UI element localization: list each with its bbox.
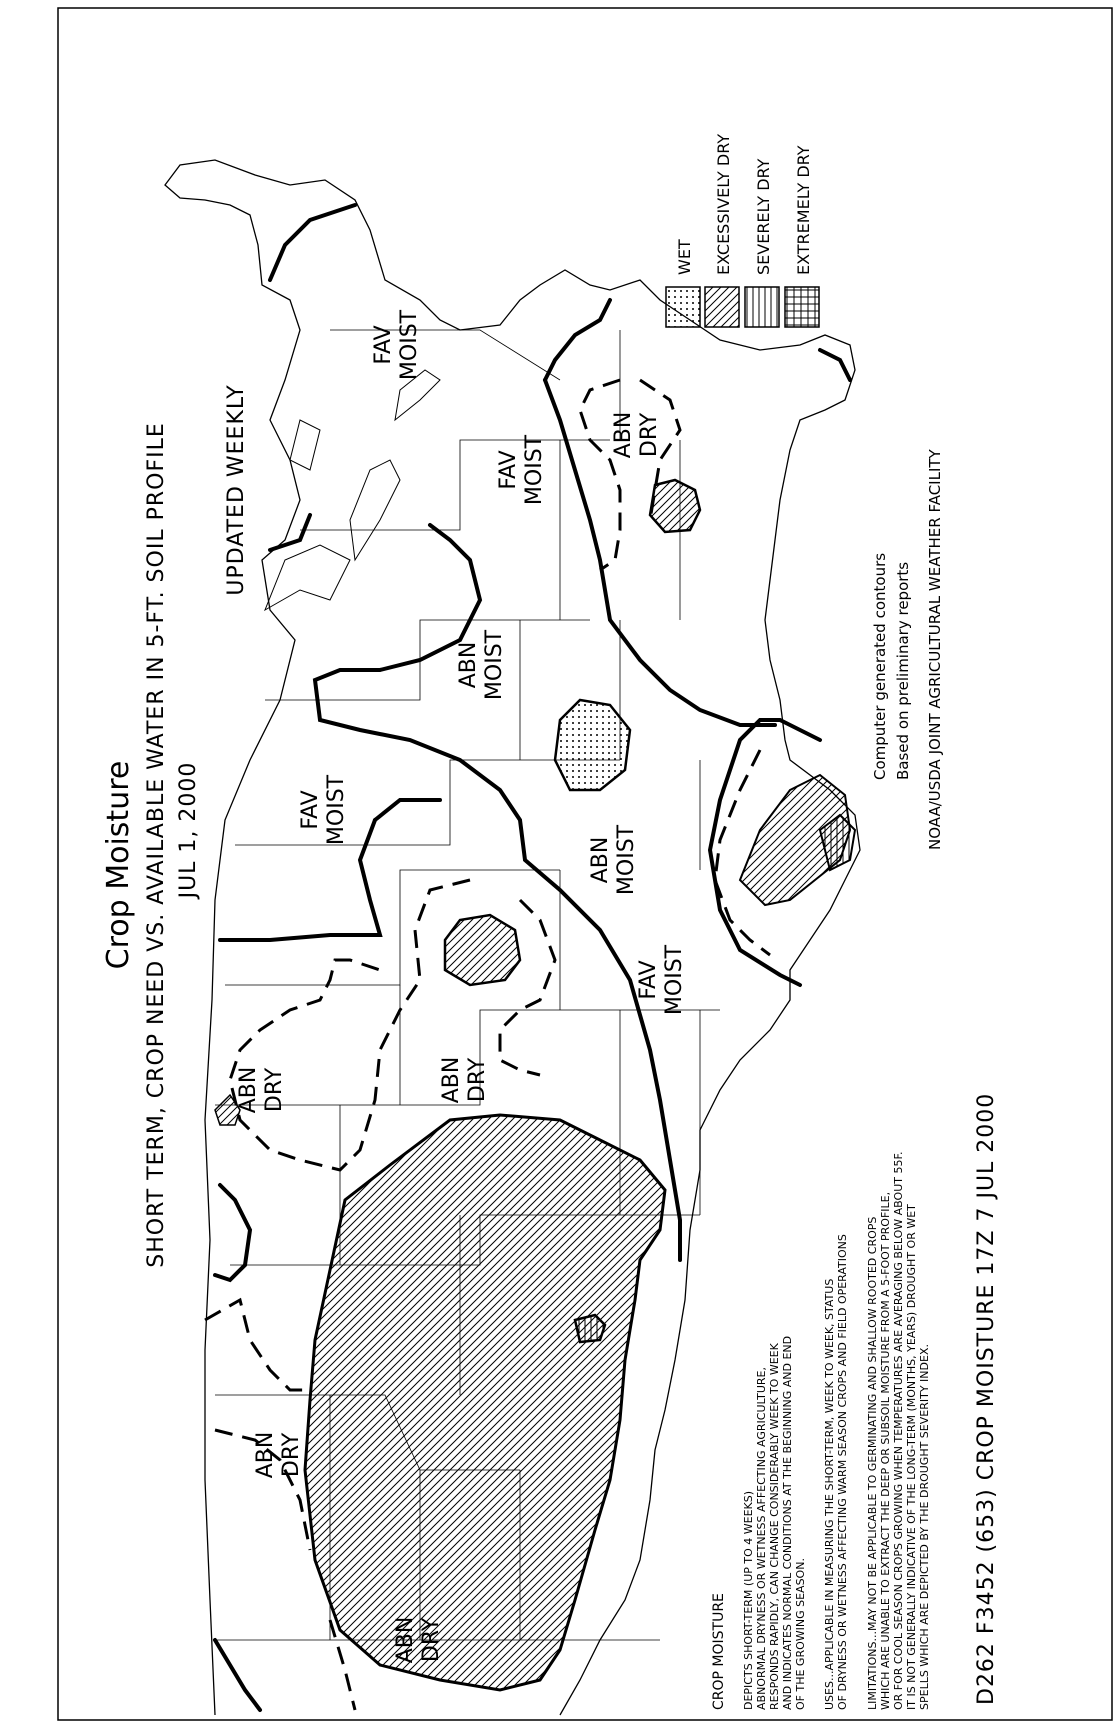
update-note: UPDATED WEEKLY bbox=[224, 384, 249, 596]
svg-text:MOIST: MOIST bbox=[324, 774, 349, 846]
notes-line: IT IS NOT GENERALLY INDICATIVE OF THE LONG-TERM (MONTHS, YEARS) DROUGHT OR WET bbox=[905, 1204, 918, 1710]
region-label bbox=[298, 774, 349, 845]
svg-text:ABN: ABN bbox=[456, 641, 481, 689]
svg-text:ABN: ABN bbox=[611, 411, 636, 459]
svg-text:FAV: FAV bbox=[298, 790, 323, 830]
region-label bbox=[611, 412, 662, 459]
legend-swatch-wet bbox=[666, 287, 700, 327]
region-label bbox=[496, 434, 547, 505]
notes-line: USES...APPLICABLE IN MEASURING THE SHORT-TERM, WEEK TO WEEK, STATUS bbox=[823, 1278, 836, 1710]
legend-label: SEVERELY DRY bbox=[754, 158, 773, 275]
svg-text:MOIST: MOIST bbox=[522, 434, 547, 506]
credit-facility: NOAA/USDA JOINT AGRICULTURAL WEATHER FACILITY bbox=[926, 449, 944, 850]
svg-text:ABN: ABN bbox=[393, 1616, 418, 1664]
svg-text:FAV: FAV bbox=[636, 960, 661, 1000]
extremely-dry-spot bbox=[575, 1315, 605, 1342]
region-label bbox=[253, 1432, 304, 1479]
region-label bbox=[588, 824, 639, 895]
region-label bbox=[371, 309, 422, 380]
legend-label: EXCESSIVELY DRY bbox=[714, 133, 733, 275]
svg-text:FAV: FAV bbox=[371, 325, 396, 365]
notes-line: OF DRYNESS OR WETNESS AFFECTING WARM SEASON CROPS AND FIELD OPERATIONS bbox=[836, 1234, 849, 1710]
svg-text:DRY: DRY bbox=[465, 1057, 490, 1103]
excessively-dry-southwest-region bbox=[305, 1115, 665, 1690]
svg-text:MOIST: MOIST bbox=[614, 824, 639, 896]
map-title: Crop Moisture bbox=[101, 760, 136, 970]
legend bbox=[666, 134, 819, 327]
svg-text:FAV: FAV bbox=[496, 450, 521, 490]
notes-line: OF THE GROWING SEASON. bbox=[794, 1558, 807, 1710]
legend-swatch-excessively-dry bbox=[705, 287, 739, 327]
legend-label: WET bbox=[675, 239, 694, 275]
map-subtitle: SHORT TERM, CROP NEED VS. AVAILABLE WATER IN 5-FT. SOIL PROFILE bbox=[144, 422, 169, 1268]
region-label bbox=[439, 1057, 490, 1104]
great-lakes bbox=[265, 370, 440, 610]
svg-text:MOIST: MOIST bbox=[482, 629, 507, 701]
credit-preliminary: Based on preliminary reports bbox=[894, 561, 912, 780]
region-label bbox=[636, 944, 687, 1015]
svg-text:DRY: DRY bbox=[637, 412, 662, 458]
notes-line: WHICH ARE UNABLE TO EXTRACT THE DEEP OR SUBSOIL MOISTURE FROM A 5-FOOT PROFILE, bbox=[879, 1191, 892, 1710]
region-label bbox=[456, 629, 507, 700]
notes bbox=[711, 1151, 931, 1710]
credit-computer-generated: Computer generated contours bbox=[871, 552, 889, 780]
legend-swatch-extremely-dry bbox=[785, 287, 819, 327]
notes-line: ABNORMAL DRYNESS OR WETNESS AFFECTING AGRICULTURE, bbox=[755, 1367, 768, 1710]
product-footer: D262 F3452 (653) CROP MOISTURE 17Z 7 JUL 2000 bbox=[974, 1092, 999, 1705]
notes-heading: CROP MOISTURE bbox=[711, 1593, 727, 1710]
map-date: JUL 1, 2000 bbox=[176, 761, 201, 899]
notes-line: DEPICTS SHORT-TERM (UP TO 4 WEEKS) bbox=[742, 1490, 755, 1710]
svg-text:ABN: ABN bbox=[439, 1056, 464, 1104]
excessively-dry-plains-region bbox=[445, 915, 520, 985]
notes-line: LIMITATIONS...MAY NOT BE APPLICABLE TO GERMINATING AND SHALLOW ROOTED CROPS bbox=[866, 1216, 879, 1710]
svg-text:MOIST: MOIST bbox=[397, 309, 422, 381]
region-label bbox=[236, 1067, 287, 1114]
legend-label: EXTREMELY DRY bbox=[794, 145, 813, 275]
svg-text:ABN: ABN bbox=[588, 836, 613, 884]
region-label bbox=[393, 1617, 444, 1664]
svg-text:DRY: DRY bbox=[279, 1432, 304, 1478]
svg-text:MOIST: MOIST bbox=[662, 944, 687, 1016]
notes-line: SPELLS WHICH ARE DEPICTED BY THE DROUGHT SEVERITY INDEX. bbox=[918, 1344, 931, 1710]
notes-line: OR FOR COOL SEASON CROPS GROWING WHEN TEMPERATURES ARE AVERAGING BELOW ABOUT 55F. bbox=[892, 1151, 905, 1710]
notes-line: AND INDICATES NORMAL CONDITIONS AT THE BEGINNING AND END bbox=[781, 1335, 794, 1710]
svg-text:DRY: DRY bbox=[262, 1067, 287, 1113]
notes-line: RESPONDS RAPIDLY, CAN CHANGE CONSIDERABLY WEEK TO WEEK bbox=[768, 1343, 781, 1710]
wet-central-region bbox=[555, 700, 630, 790]
svg-text:DRY: DRY bbox=[419, 1617, 444, 1663]
svg-text:ABN: ABN bbox=[236, 1066, 261, 1114]
excessively-dry-southeast-region bbox=[650, 480, 700, 532]
svg-text:ABN: ABN bbox=[253, 1431, 278, 1479]
legend-swatch-severely-dry bbox=[745, 287, 779, 327]
